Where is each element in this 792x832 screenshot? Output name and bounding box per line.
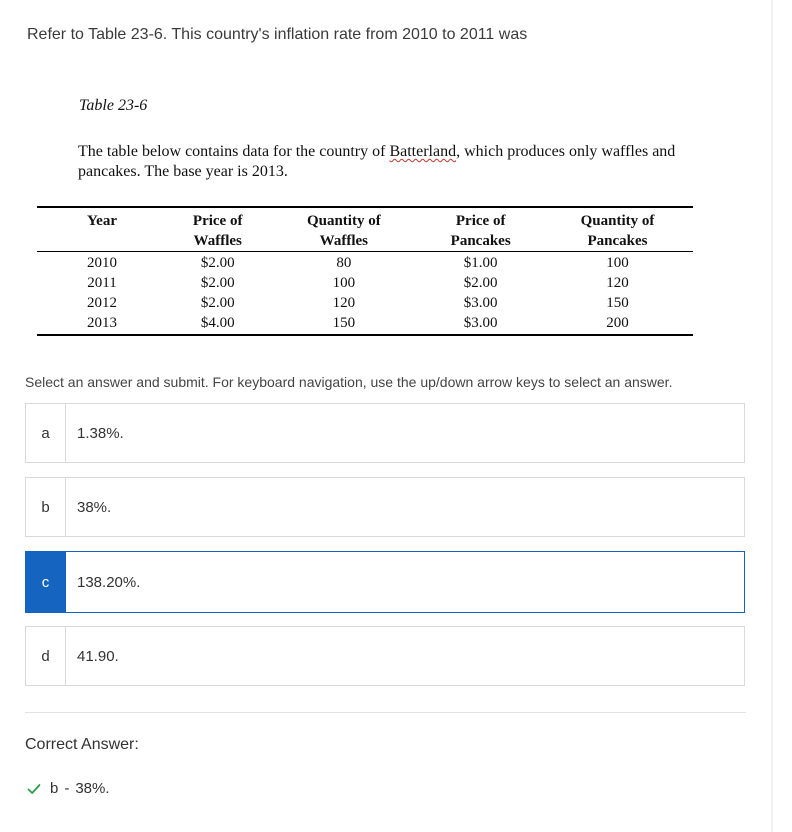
cell-price-pancakes: $1.00 [463,255,498,271]
cell-price-pancakes: $2.00 [463,275,498,291]
description-part-1: The table below contains data for the country of [78,143,390,160]
section-divider [25,712,746,713]
check-icon [27,782,41,796]
header-price-pancakes: Price of Pancakes [450,213,511,249]
choice-text: 38%. [77,498,112,516]
header-quantity-waffles: Quantity of Waffles [306,213,381,249]
cell-year: 2011 [87,275,117,291]
cell-price-waffles: $2.00 [200,295,235,311]
page-right-border [771,0,773,832]
cell-price-pancakes: $3.00 [463,295,498,311]
cell-quantity-pancakes: 100 [606,255,629,271]
cell-quantity-pancakes: 150 [606,295,629,311]
correct-answer-separator: - [64,780,70,797]
table-header-row [37,207,693,252]
data-table [37,206,693,336]
cell-price-pancakes: $3.00 [463,315,498,331]
cell-year: 2012 [87,295,117,311]
answer-instructions: Select an answer and submit. For keyboard navigation, use the up/down arrow keys to select an answer. [25,374,673,390]
answer-choice-b[interactable] [25,477,745,537]
description-country-name: Batterland [389,143,457,160]
cell-quantity-waffles: 100 [332,275,356,291]
header-year: Year [87,213,117,229]
cell-price-waffles: $4.00 [200,315,235,331]
answer-choice-a[interactable] [25,403,745,463]
cell-price-waffles: $2.00 [200,275,235,291]
correct-answer-letter: b [50,780,59,797]
cell-quantity-pancakes: 200 [606,315,629,331]
table-row [37,313,693,335]
cell-quantity-waffles: 150 [332,315,356,331]
table-row [37,273,693,293]
answer-choice-c-selected[interactable] [25,551,745,613]
cell-price-waffles: $2.00 [200,255,235,271]
question-text: Refer to Table 23-6. This country's inflation rate from 2010 to 2011 was [27,26,528,43]
choice-letter: d [26,627,66,685]
table-row [37,293,693,313]
description-part-2: , which produces only waffles and pancakes. The base year is 2013. [78,143,676,180]
choice-text: 41.90. [77,647,119,665]
correct-answer [27,780,110,797]
correct-answer-label: Correct Answer: [25,736,139,753]
table-caption: Table 23-6 [79,97,148,114]
answer-choice-d[interactable] [25,626,745,686]
header-price-waffles: Price of Waffles [192,213,243,249]
cell-quantity-pancakes: 120 [606,275,629,291]
choice-letter: c [26,552,66,612]
header-quantity-pancakes: Quantity of Pancakes [580,213,655,249]
choice-text: 138.20%. [77,573,141,591]
table-description [78,142,728,182]
cell-quantity-waffles: 120 [332,295,356,311]
cell-quantity-waffles: 80 [336,255,352,271]
table-row [37,252,693,274]
cell-year: 2010 [87,255,117,271]
correct-answer-text: 38%. [75,780,110,797]
choice-letter: a [26,404,66,462]
cell-year: 2013 [87,315,117,331]
choice-letter: b [26,478,66,536]
choice-text: 1.38%. [77,424,124,442]
